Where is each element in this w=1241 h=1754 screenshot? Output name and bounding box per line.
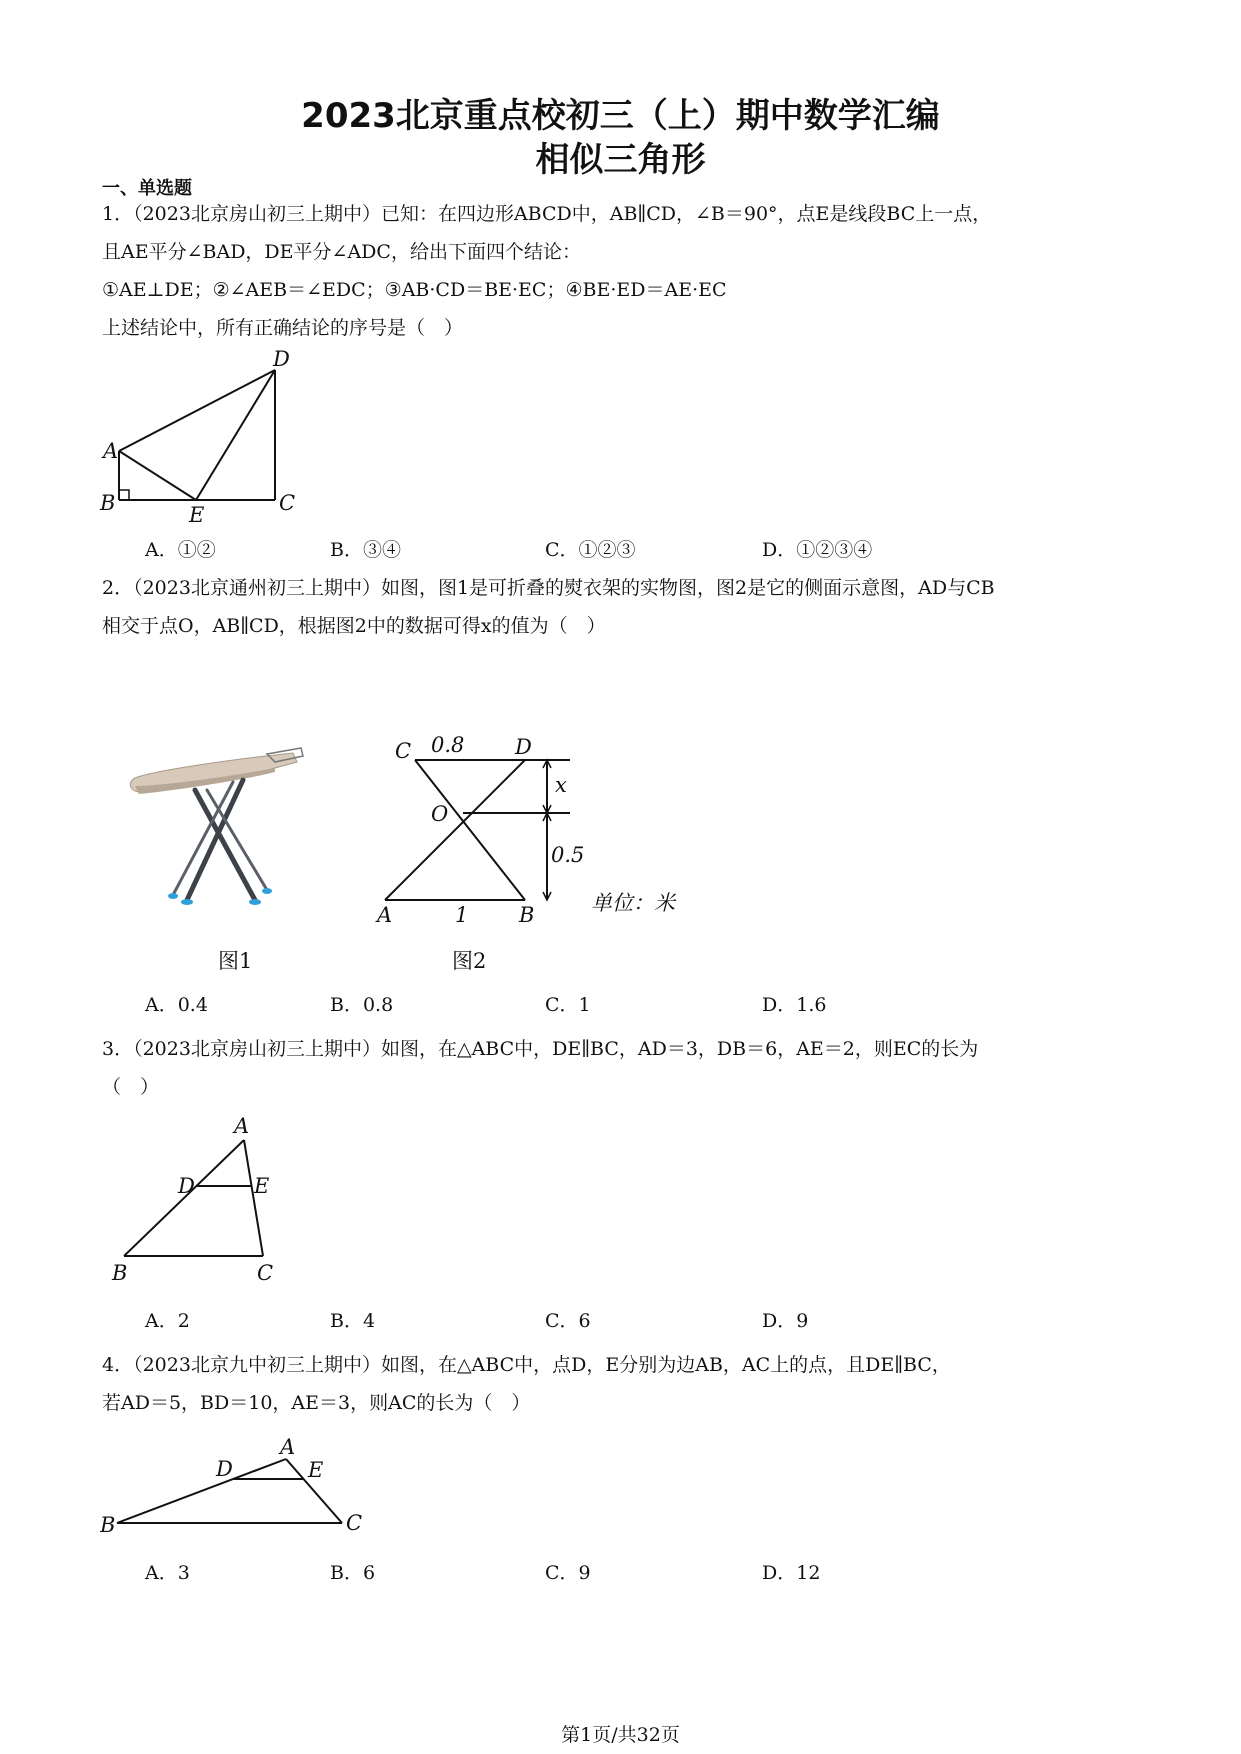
q2-option-a[interactable]: A．0.4 (145, 994, 208, 1016)
q2-option-c[interactable]: C．1 (545, 994, 591, 1016)
q3-option-a[interactable]: A．2 (145, 1310, 190, 1332)
figure-1-caption: 图1 (218, 949, 253, 973)
q3-line-1: 3．（2023北京房山初三上期中）如图，在△ABC中，DE∥BC，AD＝3，DB＝6，AE＝2，则EC的长为 (102, 1038, 979, 1060)
q4-option-b[interactable]: B．6 (330, 1562, 376, 1584)
q3-line-2: （ ） (102, 1076, 160, 1098)
q3-label-b: B (112, 1261, 128, 1285)
q3-label-c: C (257, 1261, 274, 1285)
q4-label-b: B (100, 1513, 116, 1537)
q4-label-d: D (216, 1457, 233, 1481)
q2-option-b[interactable]: B．0.8 (330, 994, 394, 1016)
q1-label-a: A (103, 439, 119, 463)
figure-2-caption: 图2 (452, 949, 487, 973)
q2-label-b: B (519, 903, 535, 927)
q4-option-c[interactable]: C．9 (545, 1562, 591, 1584)
q2-label-bottom-length: 1 (455, 903, 469, 927)
q3-label-e: E (254, 1174, 270, 1198)
q1-line-3: ①AE⊥DE；②∠AEB＝∠EDC；③AB·CD＝BE·EC；④BE·ED＝AE·EC (102, 279, 727, 301)
q1-line-2: 且AE平分∠BAD，DE平分∠ADC，给出下面四个结论： (102, 241, 581, 263)
q1-line-4: 上述结论中，所有正确结论的序号是（ ） (102, 317, 464, 339)
q4-label-c: C (346, 1511, 363, 1535)
q1-option-c[interactable]: C．①②③ (545, 539, 636, 561)
document-subtitle: 相似三角形 (535, 140, 706, 180)
page-number: 第1页/共32页 (561, 1724, 680, 1746)
document-title: 2023北京重点校初三（上）期中数学汇编 (301, 96, 940, 136)
q2-label-c: C (395, 739, 412, 763)
q2-label-d: D (515, 735, 532, 759)
q3-label-d: D (178, 1174, 195, 1198)
q4-line-1: 4．（2023北京九中初三上期中）如图，在△ABC中，点D，E分别为边AB，AC上的点，且DE∥BC， (102, 1354, 951, 1376)
ironing-board-photo (125, 740, 315, 910)
ironing-board-diagram (355, 730, 695, 930)
q1-label-d: D (273, 347, 290, 371)
q2-option-d[interactable]: D．1.6 (762, 994, 827, 1016)
q4-triangle-figure (100, 1420, 380, 1550)
q2-label-height: 0.5 (551, 843, 585, 867)
q4-option-d[interactable]: D．12 (762, 1562, 821, 1584)
q2-label-a: A (377, 903, 393, 927)
q4-option-a[interactable]: A．3 (145, 1562, 190, 1584)
q2-unit-label: 单位：米 (591, 891, 675, 915)
q2-line-2: 相交于点O，AB∥CD，根据图2中的数据可得x的值为（ ） (102, 615, 606, 637)
q4-label-a: A (280, 1435, 296, 1459)
q1-label-c: C (279, 491, 296, 515)
q2-label-o: O (431, 802, 449, 826)
q1-quadrilateral-figure (95, 340, 315, 530)
q2-line-1: 2．（2023北京通州初三上期中）如图，图1是可折叠的熨衣架的实物图，图2是它的侧面示意图，AD与CB (102, 577, 995, 599)
q4-line-2: 若AD＝5，BD＝10，AE＝3，则AC的长为（ ） (102, 1392, 531, 1414)
q1-label-e: E (189, 503, 205, 527)
q3-option-d[interactable]: D．9 (762, 1310, 809, 1332)
q1-line-1: 1．（2023北京房山初三上期中）已知：在四边形ABCD中，AB∥CD，∠B＝90°，点E是线段BC上一点， (102, 203, 992, 225)
q2-label-top-length: 0.8 (431, 733, 465, 757)
q3-triangle-figure (100, 1105, 280, 1285)
section-heading: 一、单选题 (102, 178, 192, 199)
q1-option-b[interactable]: B．③④ (330, 539, 401, 561)
q3-option-b[interactable]: B．4 (330, 1310, 376, 1332)
q1-option-a[interactable]: A．①② (145, 539, 216, 561)
q3-label-a: A (234, 1114, 250, 1138)
q2-label-x: x (555, 773, 567, 797)
q1-option-d[interactable]: D．①②③④ (762, 539, 873, 561)
q1-label-b: B (100, 491, 116, 515)
q3-option-c[interactable]: C．6 (545, 1310, 591, 1332)
q4-label-e: E (308, 1458, 324, 1482)
